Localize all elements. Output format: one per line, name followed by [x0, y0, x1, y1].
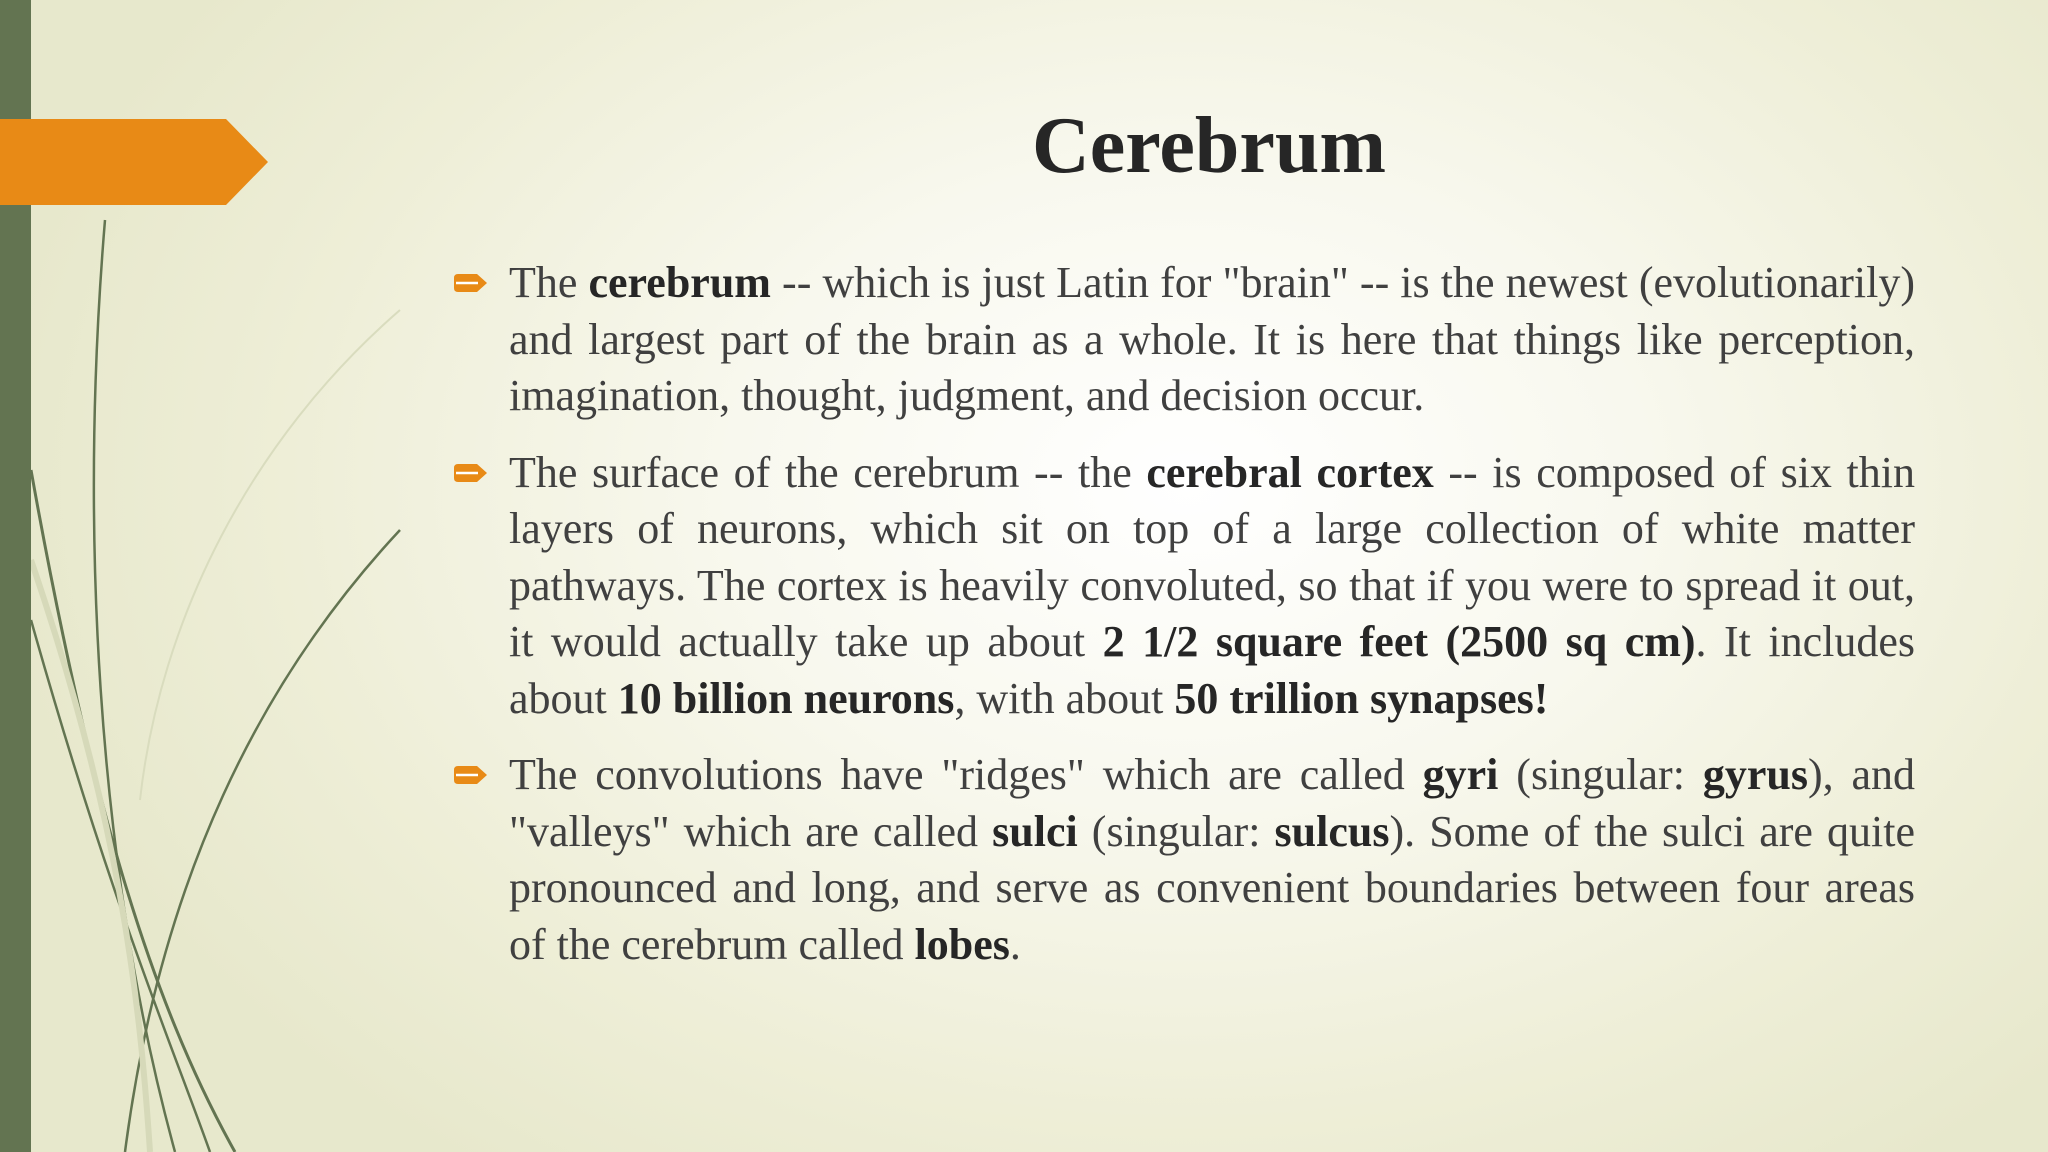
bullet-text: The surface of the cerebrum -- the: [509, 447, 1147, 497]
list-item: [450, 747, 1915, 973]
bold-term: 2 1/2 square feet (2500 sq cm): [1102, 617, 1696, 666]
bold-term: cerebrum: [588, 258, 771, 307]
bullet-text: ), and "valleys" which are called: [509, 750, 1915, 856]
bold-term: gyrus: [1702, 750, 1808, 799]
bullet-text: .: [1009, 919, 1021, 969]
arrow-bullet-icon: [454, 763, 490, 787]
bullet-text: ). Some of the sulci are quite pronounced and long, and serve as convenient boundaries between four areas of the cerebrum called: [509, 806, 1915, 969]
bullet-text: , with about: [954, 673, 1175, 723]
bullet-list: [450, 255, 1915, 993]
bold-term: gyri: [1422, 750, 1499, 799]
bold-term: 10 billion neurons: [617, 673, 955, 723]
bold-term: sulcus: [1274, 806, 1390, 856]
bullet-text: . It includes about: [509, 617, 1916, 723]
bullet-text: -- is composed of six thin layers of neurons, which sit on top of a large collection of white matter pathways. The cortex is heavily convoluted, so that if you were to spread it out, it would actually take up about: [509, 447, 1915, 666]
orange-arrow-tab: [0, 119, 268, 205]
bullet-text: The convolutions have "ridges" which are called: [509, 750, 1423, 799]
bold-term: sulci: [992, 806, 1078, 856]
bullet-text: (singular:: [1498, 750, 1703, 799]
list-item: [450, 445, 1915, 728]
bullet-text: The: [509, 258, 589, 307]
arrow-bullet-icon: [454, 271, 490, 295]
slide-title: Cerebrum: [1032, 102, 1386, 190]
bullet-text: (singular:: [1077, 806, 1275, 856]
bold-term: 50 trillion synapses!: [1174, 673, 1549, 723]
list-item: [450, 255, 1915, 425]
bold-term: cerebral cortex: [1146, 447, 1434, 497]
bullet-text: -- which is just Latin for "brain" -- is the newest (evolutionarily) and largest part of the brain as a whole. It is here that things like perception, imagination, thought, judgment, and decision occur.: [509, 258, 1916, 420]
bold-term: lobes: [914, 919, 1010, 969]
arrow-bullet-icon: [454, 461, 490, 485]
